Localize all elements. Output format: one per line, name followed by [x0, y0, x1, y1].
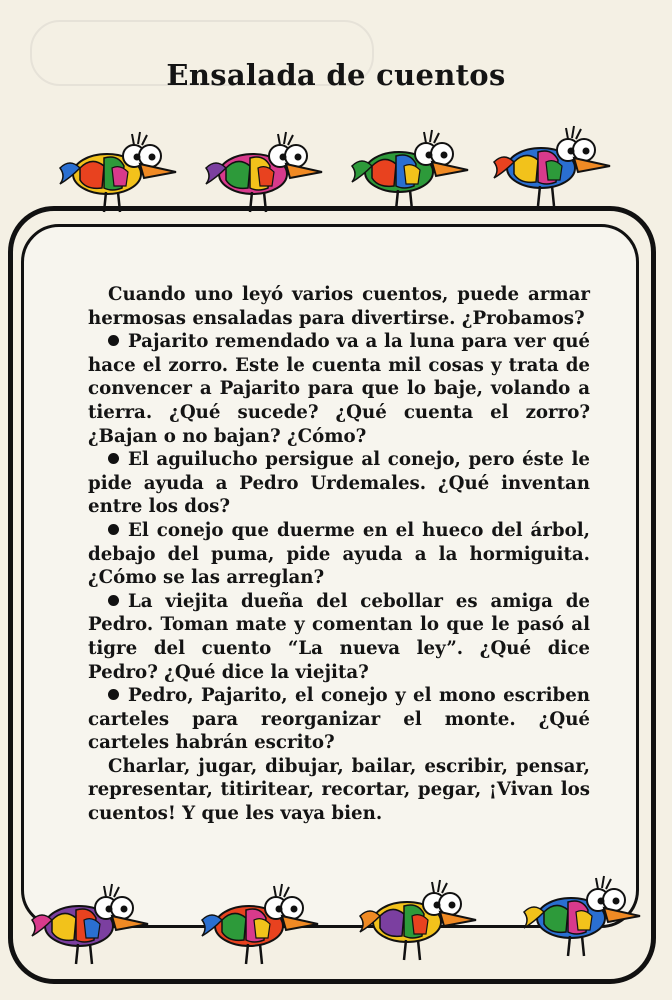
bullet-icon — [108, 595, 119, 606]
page-title: Ensalada de cuentos — [166, 58, 506, 92]
patchwork-bird-icon — [24, 880, 154, 970]
list-item: La viejita dueña del cebollar es amiga de Pedro. Toman mate y comentan lo que le pasó al tigre del cuento “La nueva ley”. ¿Qué dice Pedro? ¿Qué dice la viejita? — [88, 590, 590, 683]
patchwork-bird-icon — [516, 872, 646, 962]
list-item: El aguilucho persigue al conejo, pero éste le pide ayuda a Pedro Urdemales. ¿Qué inventan entre los dos? — [88, 449, 590, 518]
intro-paragraph: Cuando uno leyó varios cuentos, puede armar hermosas ensaladas para divertirse. ¿Probamos? — [88, 284, 590, 329]
patchwork-bird-icon — [198, 128, 328, 218]
bullet-icon — [108, 689, 119, 700]
patchwork-bird-icon — [194, 880, 324, 970]
patchwork-bird-icon — [344, 126, 474, 216]
bullet-icon — [108, 524, 119, 535]
story-text-block — [88, 283, 590, 826]
bullet-icon — [108, 335, 119, 346]
patchwork-bird-icon — [352, 876, 482, 966]
list-item: Pajarito remendado va a la luna para ver qué hace el zorro. Este le cuenta mil cosas y trata de convencer a Pajarito para que lo baje, volando a tierra. ¿Qué sucede? ¿Qué cuenta el zorro? ¿Bajan o no bajan? ¿Cómo? — [88, 331, 590, 447]
patchwork-bird-icon — [486, 122, 616, 212]
patchwork-bird-icon — [52, 128, 182, 218]
bullet-icon — [108, 453, 119, 464]
list-item: El conejo que duerme en el hueco del árbol, debajo del puma, pide ayuda a la hormiguita. ¿Cómo se las arreglan? — [88, 519, 590, 589]
closing-paragraph: Charlar, jugar, dibujar, bailar, escribir, pensar, representar, titiritear, recortar, pegar, ¡Vivan los cuentos! Y que les vaya bien. — [88, 755, 590, 825]
list-item: Pedro, Pajarito, el conejo y el mono escriben carteles para reorganizar el monte. ¿Qué carteles habrán escrito? — [88, 685, 590, 754]
